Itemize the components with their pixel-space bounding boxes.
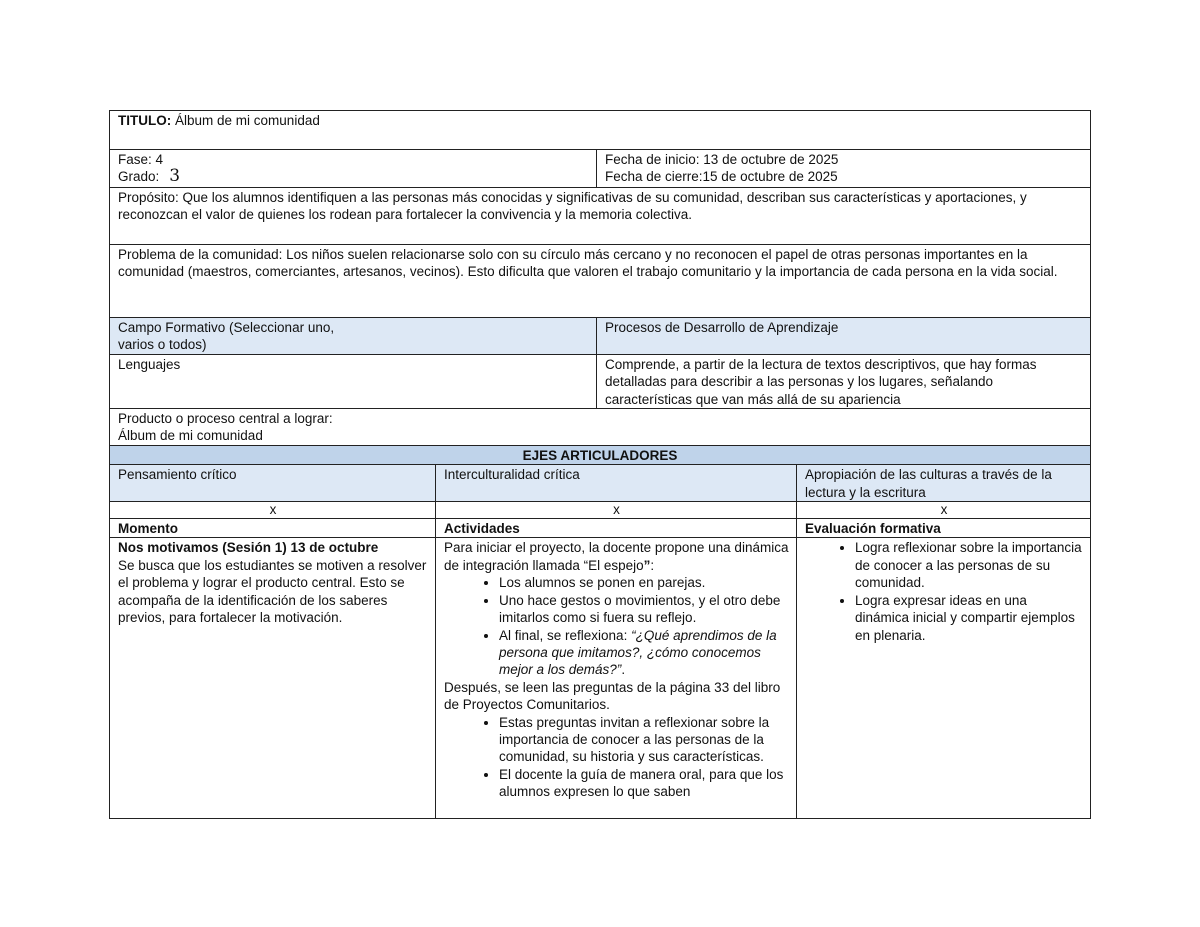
session-row bbox=[110, 538, 1091, 819]
producto-value: Álbum de mi comunidad bbox=[118, 428, 263, 444]
fecha-cierre: Fecha de cierre:15 de octubre de 2025 bbox=[605, 169, 838, 185]
ejes-items-row bbox=[110, 465, 1091, 502]
col-momento: Momento bbox=[110, 519, 436, 538]
fase-label: Fase: bbox=[118, 152, 152, 167]
col-evaluacion: Evaluación formativa bbox=[797, 519, 1091, 538]
procesos-header-cell: Procesos de Desarrollo de Aprendizaje bbox=[597, 318, 1091, 355]
eje-mark-3: x bbox=[797, 502, 1091, 519]
title-row bbox=[110, 111, 1091, 150]
campo-header-row bbox=[110, 318, 1091, 355]
campo-header-line-2: varios o todos) bbox=[118, 337, 207, 353]
proposito-row bbox=[110, 188, 1091, 245]
planning-document bbox=[109, 110, 1090, 819]
list-item: • Uno hace gestos o movimientos, y el otro debe imitarlos como si fuera su reflejo. bbox=[499, 592, 789, 627]
evaluacion-cell bbox=[797, 538, 1091, 819]
planning-table bbox=[109, 110, 1091, 819]
fase-fecha-row bbox=[110, 150, 1091, 188]
problema-row bbox=[110, 245, 1091, 318]
procesos-value-cell: Comprende, a partir de la lectura de textos descriptivos, que hay formas detalladas para describir a las personas y los lugares, señalando características que van más allá de su apariencia bbox=[597, 354, 1091, 408]
title-cell bbox=[110, 111, 1091, 150]
eje-mark-1: x bbox=[110, 502, 436, 519]
fechas-cell bbox=[597, 150, 1091, 188]
actividades-list-1 bbox=[444, 574, 789, 678]
campo-header-line-1: Campo Formativo (Seleccionar uno, bbox=[118, 320, 335, 335]
actividades-cell bbox=[436, 538, 797, 819]
list-item: • Al final, se reflexiona: “¿Qué aprendimos de la persona que imitamos?, ¿cómo conocemos mejor a los demás?”. bbox=[499, 627, 789, 679]
campo-header-cell bbox=[110, 318, 597, 355]
producto-label: Producto o proceso central a lograr: bbox=[118, 411, 333, 427]
title-label: TITULO: bbox=[118, 113, 172, 128]
actividades-list-2 bbox=[444, 714, 789, 801]
ejes-header: EJES ARTICULADORES bbox=[110, 445, 1091, 464]
grado-value: 3 bbox=[169, 166, 181, 187]
campo-value-row bbox=[110, 354, 1091, 408]
grado-label: Grado: bbox=[118, 169, 160, 185]
list-item: • Estas preguntas invitan a reflexionar sobre la importancia de conocer a las personas de la comunidad, su historia y sus características. bbox=[499, 714, 789, 766]
eje-mark-2: x bbox=[436, 502, 797, 519]
eje-interculturalidad: Interculturalidad crítica bbox=[436, 465, 797, 502]
eje-pensamiento-critico: Pensamiento crítico bbox=[110, 465, 436, 502]
momento-title: Nos motivamos (Sesión 1) 13 de octubre bbox=[118, 540, 379, 556]
list-item: • El docente la guía de manera oral, para que los alumnos expresen lo que saben bbox=[499, 766, 789, 801]
momento-text: Se busca que los estudiantes se motiven a resolver el problema y lograr el producto central. Esto se acompaña de la identificación de los saberes previos, para fortalecer la motivación. bbox=[118, 557, 427, 626]
evaluacion-list bbox=[805, 539, 1083, 643]
title-value: Álbum de mi comunidad bbox=[175, 113, 320, 128]
eje-apropiacion-culturas: Apropiación de las culturas a través de la lectura y la escritura bbox=[797, 465, 1091, 502]
momento-cell bbox=[110, 538, 436, 819]
producto-row bbox=[110, 409, 1091, 446]
list-item: • Los alumnos se ponen en parejas. bbox=[499, 574, 789, 591]
fase-grado-cell bbox=[110, 150, 597, 188]
col-actividades: Actividades bbox=[436, 519, 797, 538]
proposito-cell: Propósito: Que los alumnos identifiquen a las personas más conocidas y significativas de su comunidad, describan sus características y aportaciones, y reconozcan el valor de quienes los rodean para fortalecer la convivencia y la memoria colectiva. bbox=[110, 188, 1091, 245]
actividades-intro: Para iniciar el proyecto, la docente propone una dinámica de integración llamada “El espejo”: bbox=[444, 540, 789, 573]
list-item: • Logra reflexionar sobre la importancia de conocer a las personas de su comunidad. bbox=[855, 539, 1083, 591]
list-item: • Logra expresar ideas en una dinámica inicial y compartir ejemplos en plenaria. bbox=[855, 592, 1083, 644]
campo-value-cell: Lenguajes bbox=[110, 354, 597, 408]
fase-value: 4 bbox=[155, 152, 164, 167]
ejes-marks-row bbox=[110, 502, 1091, 519]
columns-header-row bbox=[110, 519, 1091, 538]
ejes-header-row bbox=[110, 445, 1091, 464]
fecha-inicio: Fecha de inicio: 13 de octubre de 2025 bbox=[605, 152, 839, 167]
actividades-middle: Después, se leen las preguntas de la página 33 del libro de Proyectos Comunitarios. bbox=[444, 679, 781, 713]
producto-cell bbox=[110, 409, 1091, 446]
problema-cell: Problema de la comunidad: Los niños suelen relacionarse solo con su círculo más cercano y no reconocen el papel de otras personas importantes en la comunidad (maestros, comerciantes, artesanos, vecinos). Esto dificulta que valoren el trabajo comunitario y la importancia de cada persona en la vida social. bbox=[110, 245, 1091, 318]
